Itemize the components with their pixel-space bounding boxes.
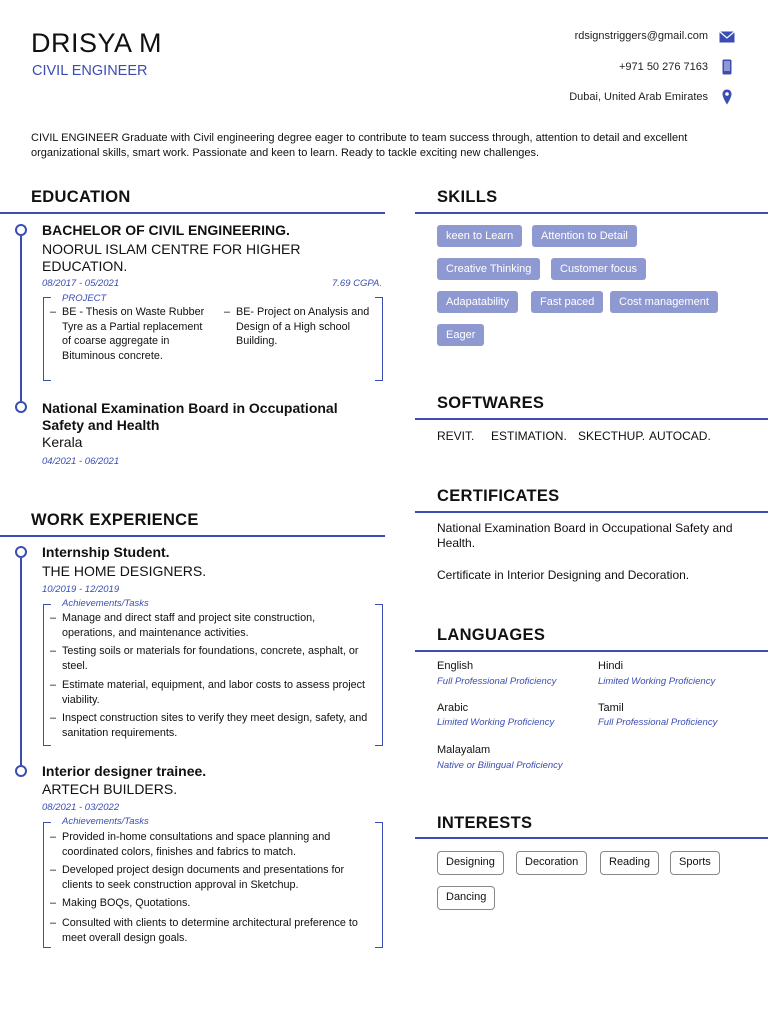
education-divider: [0, 212, 385, 214]
language-name: Hindi: [598, 660, 624, 672]
education-item-institution: Kerala: [42, 434, 83, 450]
candidate-name: DRISYA M: [31, 28, 163, 58]
certificates-divider: [415, 511, 768, 513]
skills-divider: [415, 212, 768, 214]
languages-heading: LANGUAGES: [437, 626, 546, 644]
education-timeline-line: [20, 236, 22, 404]
task-bullet: – Making BOQs, Quotations.: [50, 896, 370, 911]
certificate-item: Certificate in Interior Designing and Decoration.: [437, 568, 690, 582]
education-item-dates: 08/2017 - 05/2021: [42, 278, 120, 289]
skill-chip: Creative Thinking: [437, 258, 540, 280]
timeline-marker: [15, 401, 27, 413]
software-item: REVIT.: [437, 429, 475, 443]
timeline-marker: [15, 224, 27, 236]
task-bullet: – Estimate material, equipment, and labor costs to assess project viability.: [50, 678, 370, 707]
education-item-dates: 04/2021 - 06/2021: [42, 456, 120, 467]
language-level: Limited Working Proficiency: [437, 717, 555, 728]
phone-icon: [722, 59, 732, 75]
work-heading: WORK EXPERIENCE: [31, 511, 199, 529]
skill-chip: Customer focus: [551, 258, 646, 280]
email-text[interactable]: rdsignstriggers@gmail.com: [574, 30, 708, 42]
timeline-marker: [15, 546, 27, 558]
interest-tag: Dancing: [437, 886, 495, 910]
project-bullet: – BE- Project on Analysis and Design of a High school Building.: [224, 305, 382, 349]
tasks-label: Achievements/Tasks: [62, 598, 149, 609]
work-timeline-line: [20, 558, 22, 770]
task-bullet: – Consulted with clients to determine architectural preference to meet overall design goals.: [50, 916, 370, 945]
work-item-company: THE HOME DESIGNERS.: [42, 563, 207, 579]
language-level: Full Professional Proficiency: [437, 676, 557, 687]
softwares-heading: SOFTWARES: [437, 394, 545, 412]
bracket-right: [375, 822, 383, 948]
candidate-title: CIVIL ENGINEER: [32, 63, 148, 79]
education-heading: EDUCATION: [31, 188, 131, 206]
skills-heading: SKILLS: [437, 188, 498, 206]
interests-divider: [415, 837, 768, 839]
language-name: Malayalam: [437, 744, 491, 756]
task-bullet: – Provided in-home consultations and space planning and coordinated colors, finishes and fabrics to match.: [50, 830, 370, 859]
software-item: SKECTHUP.: [578, 429, 646, 443]
project-label: PROJECT: [62, 293, 107, 304]
education-item-institution: NOORUL ISLAM CENTRE FOR HIGHER EDUCATION.: [42, 241, 301, 274]
timeline-marker: [15, 765, 27, 777]
skill-chip: Eager: [437, 324, 484, 346]
bracket-right: [375, 604, 383, 746]
softwares-divider: [415, 418, 768, 420]
skill-chip: Fast paced: [531, 291, 603, 313]
software-item: AUTOCAD.: [649, 429, 711, 443]
work-item-company: ARTECH BUILDERS.: [42, 781, 178, 797]
skill-chip: keen to Learn: [437, 225, 522, 247]
skill-chip: Cost management: [610, 291, 718, 313]
certificates-heading: CERTIFICATES: [437, 487, 560, 505]
language-name: English: [437, 660, 474, 672]
phone-text[interactable]: +971 50 276 7163: [618, 61, 708, 73]
certificate-item: National Examination Board in Occupational Safety and Health.: [437, 521, 733, 550]
language-level: Native or Bilingual Proficiency: [437, 760, 563, 771]
tasks-label: Achievements/Tasks: [62, 816, 149, 827]
work-divider: [0, 535, 385, 537]
skill-chip: Attention to Detail: [532, 225, 637, 247]
interest-tag: Reading: [600, 851, 659, 875]
language-level: Limited Working Proficiency: [598, 676, 716, 687]
task-bullet: – Developed project design documents and presentations for clients to seek construction approval in Sketchup.: [50, 863, 370, 892]
task-bullet: – Manage and direct staff and project site construction, operations, and maintenance activities.: [50, 611, 370, 640]
interest-tag: Designing: [437, 851, 504, 875]
summary-text: CIVIL ENGINEER Graduate with Civil engineering degree eager to contribute to team success through, attention to detail and excellent organizational skills, smart work. Passionate and keen to learn. Ready to tackle exciting new challenges.: [31, 132, 688, 159]
language-name: Arabic: [437, 702, 469, 714]
language-name: Tamil: [598, 702, 624, 714]
work-item-dates: 08/2021 - 03/2022: [42, 802, 120, 813]
education-item-title: National Examination Board in Occupational Safety and Health: [42, 400, 338, 433]
education-item-title: BACHELOR OF CIVIL ENGINEERING.: [42, 222, 290, 238]
location-pin-icon: [722, 89, 732, 105]
interest-tag: Decoration: [516, 851, 587, 875]
task-bullet: – Inspect construction sites to verify they meet design, safety, and sanitation requirements.: [50, 711, 370, 740]
software-item: ESTIMATION.: [491, 429, 567, 443]
interest-tag: Sports: [670, 851, 720, 875]
languages-divider: [415, 650, 768, 652]
location-text: Dubai, United Arab Emirates: [569, 91, 708, 103]
language-level: Full Professional Proficiency: [598, 717, 718, 728]
project-bullet: – BE - Thesis on Waste Rubber Tyre as a Partial replacement of coarse aggregate in Bituminous concrete.: [50, 305, 210, 363]
task-bullet: – Testing soils or materials for foundations, concrete, asphalt, or steel.: [50, 644, 370, 673]
work-item-title: Internship Student.: [42, 544, 170, 560]
work-item-dates: 10/2019 - 12/2019: [42, 584, 120, 595]
work-item-title: Interior designer trainee.: [42, 763, 207, 779]
skill-chip: Adapatability: [437, 291, 518, 313]
education-item-gpa: 7.69 CGPA.: [332, 278, 382, 289]
interests-heading: INTERESTS: [437, 814, 533, 832]
envelope-icon: [719, 30, 735, 44]
